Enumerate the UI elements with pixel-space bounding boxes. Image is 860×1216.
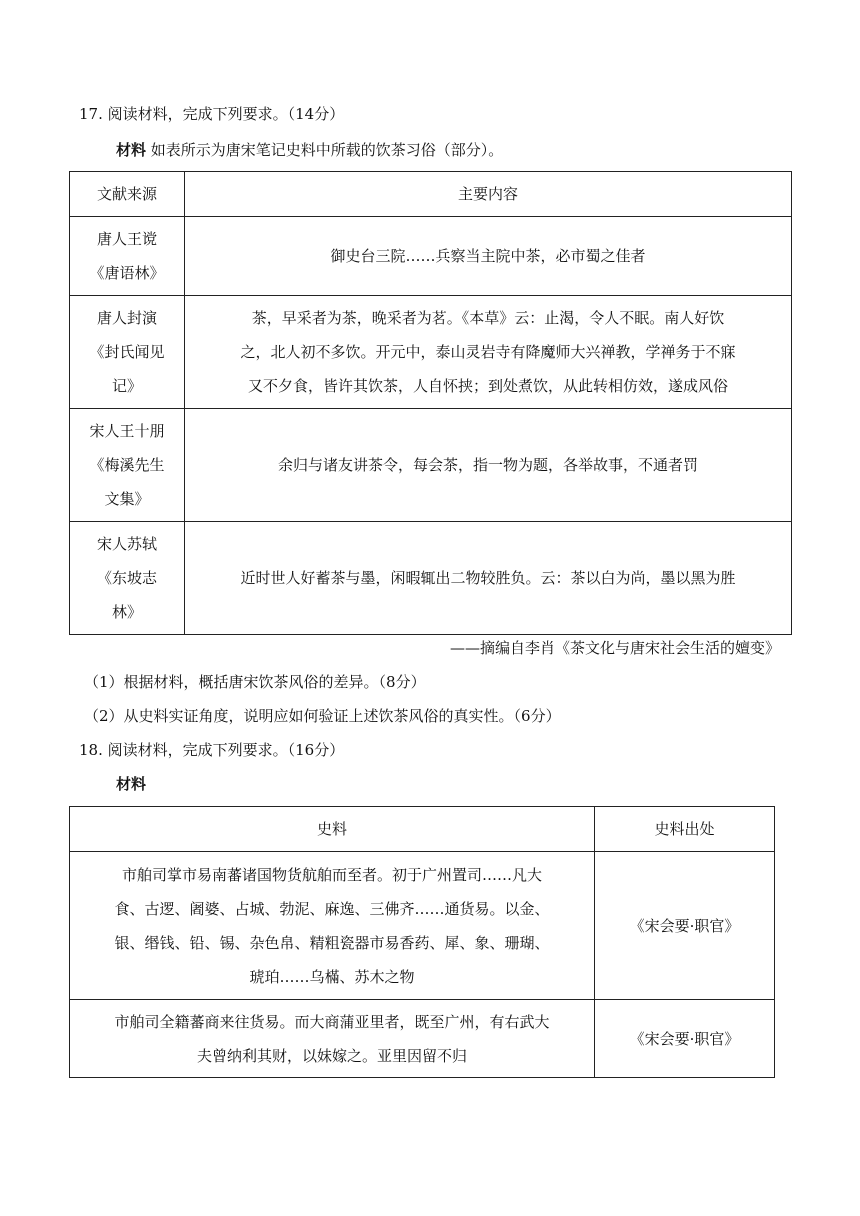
material-label: 材料: [116, 141, 147, 159]
q18-material-label: 材料: [116, 775, 147, 793]
content-line: 夫曾纳利其财，以妹嫁之。亚里因留不归: [196, 1046, 467, 1065]
source-line: 《梅溪先生: [89, 456, 165, 474]
content-line: 近时世人好蓄茶与墨，闲暇辄出二物较胜负。云：茶以白为尚，墨以黑为胜: [240, 569, 736, 587]
source-line: 唐人封演: [96, 309, 157, 327]
source-line: 记》: [111, 377, 142, 395]
row-source: [70, 217, 185, 296]
source-line: 宋人王十朋: [89, 422, 165, 440]
source-line: 《封氏闻见: [89, 343, 165, 361]
row-source: [595, 1000, 775, 1078]
q17-citation: ——摘编自李肖《茶文化与唐宋社会生活的嬗变》: [449, 639, 780, 657]
row-source: [595, 852, 775, 1000]
row-content: [185, 296, 792, 409]
header-provenance: 史料出处: [595, 807, 775, 852]
header-material: 史料: [70, 807, 595, 852]
source-line: 《宋会要·职官》: [629, 1029, 740, 1048]
maritime-trade-table: [69, 806, 775, 1078]
q17-material-intro: [116, 140, 503, 160]
source-line: 《宋会要·职官》: [629, 916, 740, 935]
row-content: [70, 852, 595, 1000]
q17-sub2: （2）从史料实证角度，说明应如何验证上述饮茶风俗的真实性。（6分）: [84, 707, 561, 725]
content-line: 御史台三院……兵察当主院中茶，必市蜀之佳者: [330, 247, 646, 265]
source-line: 《东坡志: [96, 569, 157, 587]
content-line: 市舶司全籍蕃商来往货易。而大商蒲亚里者，既至广州，有右武大: [114, 1012, 550, 1031]
content-line: 市舶司掌市易南蕃诸国物货航舶而至者。初于广州置司……凡大: [121, 865, 542, 884]
row-source: [70, 522, 185, 635]
source-line: 宋人苏轼: [96, 535, 157, 553]
row-content: [70, 1000, 595, 1078]
source-line: 文集》: [104, 490, 150, 508]
q17-sub1: （1）根据材料，概括唐宋饮茶风俗的差异。（8分）: [84, 673, 426, 691]
content-line: 茶，早采者为茶，晚采者为茗。《本草》云：止渴，令人不眠。南人好饮: [251, 309, 725, 327]
content-line: 又不夕食，皆许其饮茶，人自怀挟；到处煮饮，从此转相仿效，遂成风俗: [247, 377, 728, 395]
material-intro-text: 如表所示为唐宋笔记史料中所载的饮茶习俗（部分）。: [150, 141, 504, 159]
content-line: 银、缗钱、铅、锡、杂色帛、精粗瓷器市易香药、犀、象、珊瑚、: [114, 933, 550, 952]
content-line: 之，北人初不多饮。开元中，泰山灵岩寺有降魔师大兴禅教，学禅务于不寐: [240, 343, 736, 361]
row-source: [70, 296, 185, 409]
source-line: 《唐语林》: [89, 264, 165, 282]
header-source: 文献来源: [70, 172, 185, 217]
content-line: 余归与诸友讲茶令，每会茶，指一物为题，各举故事，不通者罚: [277, 456, 698, 474]
tea-customs-table: [69, 171, 792, 635]
q18-heading: 18. 阅读材料，完成下列要求。（16分）: [79, 741, 345, 759]
row-content: [185, 409, 792, 522]
source-line: 唐人王谠: [96, 230, 157, 248]
content-line: 食、古逻、阇婆、占城、勃泥、麻逸、三佛齐……通货易。以金、: [114, 899, 550, 918]
source-line: 林》: [111, 603, 142, 621]
row-content: [185, 217, 792, 296]
row-content: [185, 522, 792, 635]
header-content: 主要内容: [185, 172, 792, 217]
q17-heading: 17. 阅读材料，完成下列要求。（14分）: [79, 105, 345, 123]
content-line: 琥珀……乌樠、苏木之物: [249, 967, 415, 986]
row-source: [70, 409, 185, 522]
